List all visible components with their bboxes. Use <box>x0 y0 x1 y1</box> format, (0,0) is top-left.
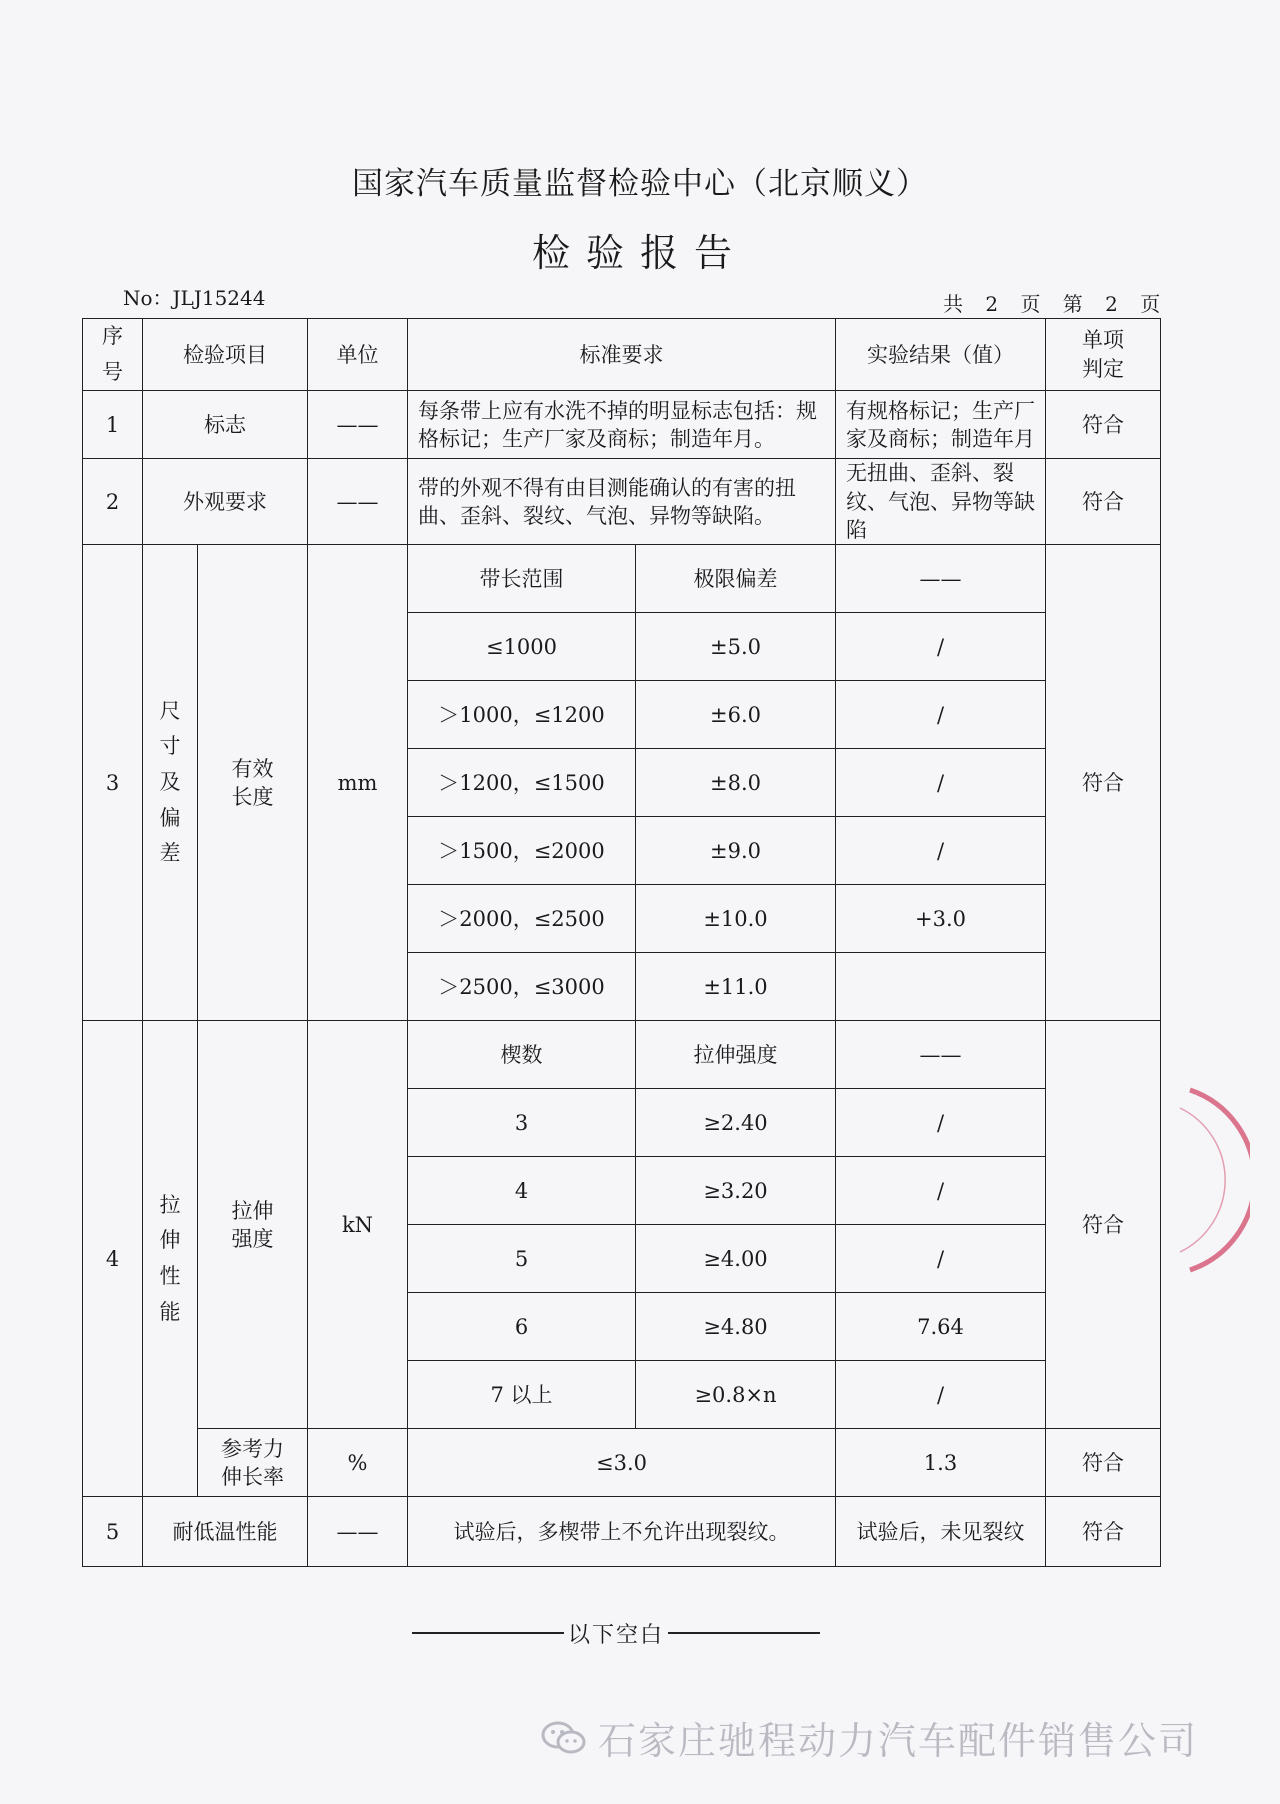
wedge-count: 6 <box>408 1293 636 1361</box>
row-seq: 2 <box>83 459 143 545</box>
wedge-count: 7 以上 <box>408 1361 636 1429</box>
tensile-strength: ≥0.8×n <box>636 1361 836 1429</box>
tensile-item: 拉伸强度 <box>198 1021 308 1429</box>
row-item: 耐低温性能 <box>143 1497 308 1567</box>
report-title: 检验报告 <box>531 231 748 275</box>
wedge-count: 3 <box>408 1089 636 1157</box>
header-unit: 单位 <box>308 319 408 391</box>
divider <box>412 1632 564 1634</box>
row-unit: —— <box>308 459 408 545</box>
dimension-result-header: —— <box>836 545 1046 613</box>
divider <box>668 1632 820 1634</box>
row-standard: 试验后，多楔带上不允许出现裂纹。 <box>408 1497 836 1567</box>
tensile-unit: kN <box>308 1021 408 1429</box>
tolerance-result: / <box>836 681 1046 749</box>
wedge-count: 4 <box>408 1157 636 1225</box>
tolerance: ±6.0 <box>636 681 836 749</box>
row-result: 试验后，未见裂纹 <box>836 1497 1046 1567</box>
watermark <box>540 1710 1198 1765</box>
dimension-judgement: 符合 <box>1046 545 1161 1021</box>
org-title: 国家汽车质量监督检验中心（北京顺义） <box>352 166 928 202</box>
tolerance-result <box>836 953 1046 1021</box>
length-range: ＞2500，≤3000 <box>408 953 636 1021</box>
length-range: ＞1200，≤1500 <box>408 749 636 817</box>
inspection-table <box>82 318 1161 1567</box>
tensile-strength: ≥4.00 <box>636 1225 836 1293</box>
tolerance: ±8.0 <box>636 749 836 817</box>
tensile-seq: 4 <box>83 1021 143 1497</box>
tensile-result-header: —— <box>836 1021 1046 1089</box>
wechat-icon <box>540 1720 588 1756</box>
blank-below-text: 以下空白 <box>568 1622 665 1648</box>
tensile-strength: ≥2.40 <box>636 1089 836 1157</box>
length-range: ＞1500，≤2000 <box>408 817 636 885</box>
length-range: ≤1000 <box>408 613 636 681</box>
elongation-standard: ≤3.0 <box>408 1429 836 1497</box>
tensile-result: / <box>836 1157 1046 1225</box>
tensile-col1-header: 楔数 <box>408 1021 636 1089</box>
tensile-strength: ≥3.20 <box>636 1157 836 1225</box>
row-result: 有规格标记；生产厂家及商标；制造年月 <box>836 391 1046 459</box>
watermark-text: 石家庄驰程动力汽车配件销售公司 <box>598 1719 1199 1763</box>
header-seq: 序号 <box>83 319 143 391</box>
dimension-col1-header: 带长范围 <box>408 545 636 613</box>
length-range: ＞1000，≤1200 <box>408 681 636 749</box>
tolerance: ±11.0 <box>636 953 836 1021</box>
dimension-col2-header: 极限偏差 <box>636 545 836 613</box>
tensile-strength: ≥4.80 <box>636 1293 836 1361</box>
row-unit: —— <box>308 391 408 459</box>
row-judgement: 符合 <box>1046 459 1161 545</box>
table-row <box>83 545 1161 613</box>
tensile-result: / <box>836 1225 1046 1293</box>
report-number: No：JLJ15244 <box>123 286 266 310</box>
tolerance-result: +3.0 <box>836 885 1046 953</box>
header-item: 检验项目 <box>143 319 308 391</box>
header-judgement: 单项判定 <box>1046 319 1161 391</box>
tensile-result: / <box>836 1361 1046 1429</box>
tensile-col2-header: 拉伸强度 <box>636 1021 836 1089</box>
table-row <box>83 391 1161 459</box>
table-row <box>83 1497 1161 1567</box>
page-info: 共 2 页 第 2 页 <box>943 292 1161 316</box>
tensile-group: 拉伸性能 <box>143 1021 198 1497</box>
row-standard: 每条带上应有水洗不掉的明显标志包括：规格标记；生产厂家及商标；制造年月。 <box>408 391 836 459</box>
official-seal <box>1170 1080 1250 1280</box>
row-unit: —— <box>308 1497 408 1567</box>
tolerance-result: / <box>836 817 1046 885</box>
tensile-judgement: 符合 <box>1046 1021 1161 1429</box>
tolerance-result: / <box>836 613 1046 681</box>
row-judgement: 符合 <box>1046 391 1161 459</box>
table-row <box>83 1429 1161 1497</box>
dimension-item: 有效长度 <box>198 545 308 1021</box>
table-row <box>83 459 1161 545</box>
tolerance: ±5.0 <box>636 613 836 681</box>
tolerance: ±10.0 <box>636 885 836 953</box>
dimension-group: 尺寸及偏差 <box>143 545 198 1021</box>
tensile-result: / <box>836 1089 1046 1157</box>
header-result: 实验结果（值） <box>836 319 1046 391</box>
table-header-row <box>83 319 1161 391</box>
length-range: ＞2000，≤2500 <box>408 885 636 953</box>
table-row <box>83 1021 1161 1089</box>
dimension-seq: 3 <box>83 545 143 1021</box>
row-standard: 带的外观不得有由目测能确认的有害的扭曲、歪斜、裂纹、气泡、异物等缺陷。 <box>408 459 836 545</box>
dimension-unit: mm <box>308 545 408 1021</box>
row-result: 无扭曲、歪斜、裂纹、气泡、异物等缺陷 <box>836 459 1046 545</box>
elongation-unit: % <box>308 1429 408 1497</box>
row-seq: 5 <box>83 1497 143 1567</box>
header-standard: 标准要求 <box>408 319 836 391</box>
wedge-count: 5 <box>408 1225 636 1293</box>
elongation-item: 参考力伸长率 <box>198 1429 308 1497</box>
blank-below-marker <box>412 1618 820 1648</box>
row-judgement: 符合 <box>1046 1497 1161 1567</box>
elongation-result: 1.3 <box>836 1429 1046 1497</box>
row-item: 标志 <box>143 391 308 459</box>
row-item: 外观要求 <box>143 459 308 545</box>
tensile-result: 7.64 <box>836 1293 1046 1361</box>
tolerance: ±9.0 <box>636 817 836 885</box>
elongation-judgement: 符合 <box>1046 1429 1161 1497</box>
tolerance-result: / <box>836 749 1046 817</box>
row-seq: 1 <box>83 391 143 459</box>
